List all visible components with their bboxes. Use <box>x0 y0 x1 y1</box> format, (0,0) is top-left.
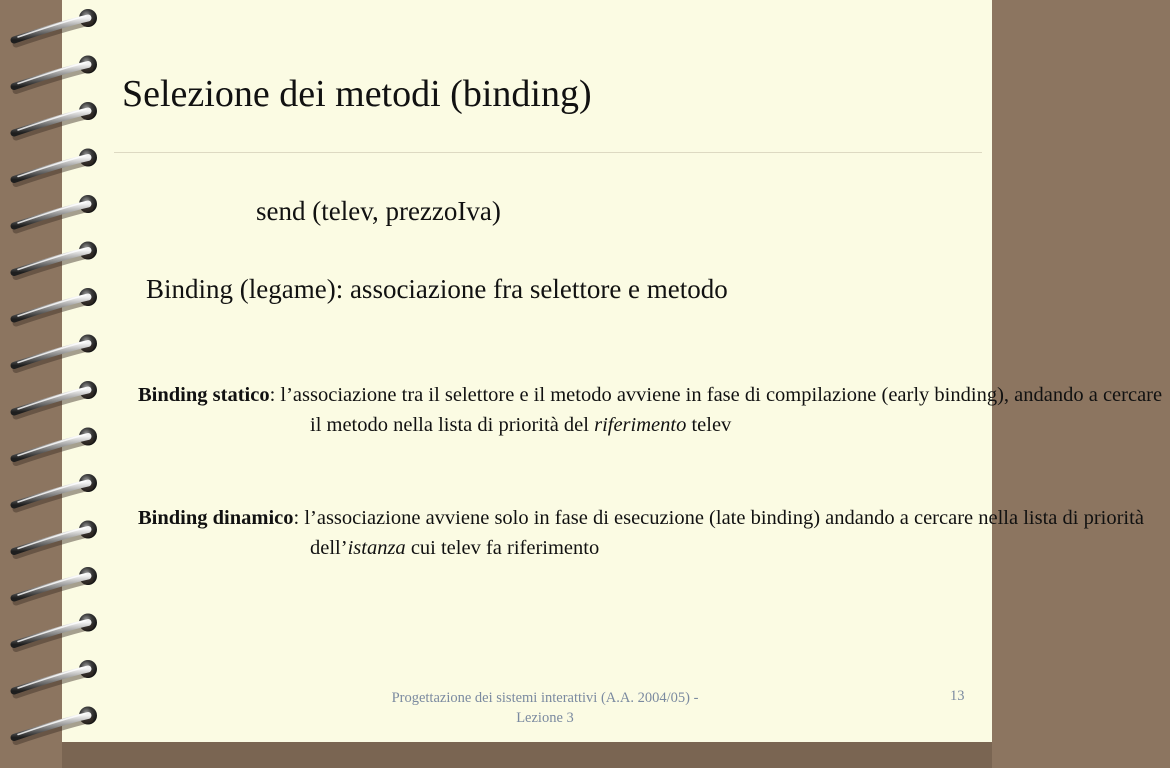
page-number: 13 <box>950 688 965 704</box>
dynamic-binding-term: Binding dinamico <box>138 507 294 529</box>
spiral-ring-icon <box>14 474 97 509</box>
spiral-ring-icon <box>14 614 97 649</box>
static-binding-paragraph <box>138 380 1170 440</box>
spiral-ring-icon <box>14 242 97 277</box>
spiral-ring-icon <box>14 56 97 91</box>
binding-definition: Binding (legame): associazione fra selettore e metodo <box>146 274 728 304</box>
spiral-ring-icon <box>14 102 97 137</box>
spiral-ring-icon <box>14 195 97 230</box>
spiral-ring-icon <box>14 428 97 463</box>
footer-text: Progettazione dei sistemi interattivi (A.A. 2004/05) - Lezione 3 <box>391 690 699 726</box>
static-binding-text-end: telev <box>686 414 732 436</box>
spiral-ring-icon <box>14 288 97 323</box>
dynamic-binding-text: : l’associazione avviene solo in fase di esecuzione (late binding) andando a cercare nella lista di priorità dell’ <box>293 507 1144 559</box>
dynamic-binding-paragraph <box>138 503 1170 563</box>
dynamic-binding-text-end: cui telev fa riferimento <box>405 537 600 559</box>
spiral-ring-icon <box>14 9 97 44</box>
static-binding-text: : l’associazione tra il selettore e il metodo avviene in fase di compilazione (early binding), andando a cercare il metodo nella lista di priorità del <box>269 384 1163 436</box>
title-divider <box>114 152 982 153</box>
slide-title: Selezione dei metodi (binding) <box>122 73 592 115</box>
spiral-ring-icon <box>14 707 97 742</box>
spiral-ring-icon <box>14 660 97 695</box>
static-binding-emphasis: riferimento <box>594 414 687 436</box>
spiral-ring-icon <box>14 335 97 370</box>
dynamic-binding-emphasis: istanza <box>347 537 406 559</box>
spiral-ring-icon <box>14 567 97 602</box>
page-shadow <box>62 742 992 768</box>
static-binding-term: Binding statico <box>138 384 270 406</box>
spiral-ring-icon <box>14 521 97 556</box>
spiral-ring-icon <box>14 149 97 184</box>
spiral-binding <box>0 0 110 768</box>
send-expression: send (telev, prezzoIva) <box>256 196 501 226</box>
spiral-ring-icon <box>14 381 97 416</box>
